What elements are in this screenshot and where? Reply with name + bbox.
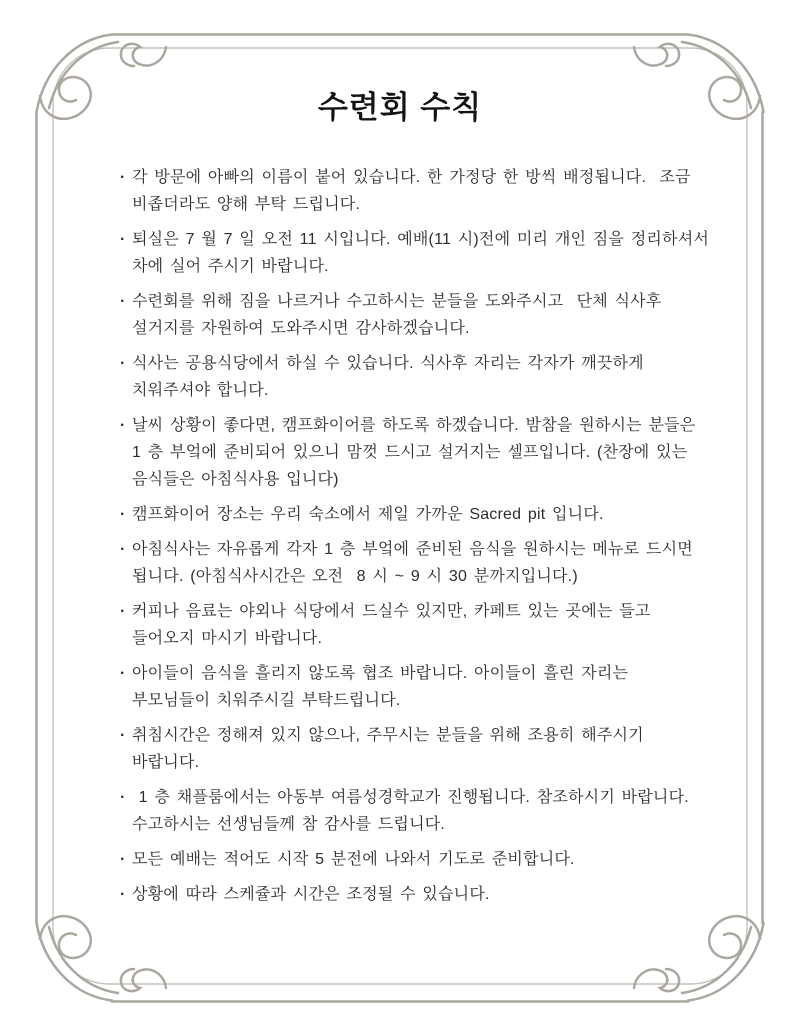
rule-text <box>132 598 710 652</box>
rule-text-line: 부모님들이 치워주시길 부탁드립니다. <box>132 692 401 709</box>
rule-text-line: 퇴실은 7 월 7 일 오전 11 시입니다. 예배(11 시)전에 미리 개인 짐을 정리하셔서 <box>132 231 710 248</box>
rule-text <box>132 881 710 908</box>
rule-text <box>132 412 710 493</box>
bullet-icon: · <box>120 506 126 523</box>
bullet-icon: · <box>120 417 126 434</box>
rule-text-line: 1 층 채플룸에서는 아동부 여름성경학교가 진행됩니다. 참조하시기 바랍니다. <box>132 789 689 806</box>
rule-text-line: 들어오지 마시기 바랍니다. <box>132 630 323 647</box>
rule-text-line: 취침시간은 정해져 있지 않으나, 주무시는 분들을 위해 조용히 해주시기 <box>132 727 644 744</box>
rule-text-line: 설거지를 자원하여 도와주시면 감사하겠습니다. <box>132 320 470 337</box>
rule-text-line: 됩니다. (아침식사시간은 오전 8 시 ~ 9 시 30 분까지입니다.) <box>132 568 578 585</box>
rule-text <box>132 501 710 528</box>
rule-text-line: 아이들이 음식을 흘리지 않도록 협조 바랍니다. 아이들이 흘린 자리는 <box>132 665 629 682</box>
rule-text <box>132 288 710 342</box>
rule-item <box>120 164 710 218</box>
bullet-icon: · <box>120 293 126 310</box>
rule-text-line: 음식들은 아침식사용 입니다) <box>132 471 339 488</box>
rule-text-line: 차에 실어 주시기 바랍니다. <box>132 258 329 275</box>
rule-text <box>132 722 710 776</box>
rule-item <box>120 881 710 908</box>
rule-item <box>120 536 710 590</box>
rule-text-line: 날씨 상황이 좋다면, 캠프화이어를 하도록 하겠습니다. 밤참을 원하시는 분들은 <box>132 417 696 434</box>
bullet-icon: · <box>120 727 126 744</box>
rule-item <box>120 288 710 342</box>
corner-flourish-bottom-left <box>37 916 167 1000</box>
rule-text-line: 수고하시는 선생님들께 참 감사를 드립니다. <box>132 816 446 833</box>
rule-item <box>120 846 710 873</box>
rule-item <box>120 226 710 280</box>
bullet-icon: · <box>120 355 126 372</box>
rule-text <box>132 660 710 714</box>
rule-text <box>132 164 710 218</box>
rule-text-line: 치워주셔야 합니다. <box>132 382 269 399</box>
rule-text <box>132 784 710 838</box>
rule-item <box>120 412 710 493</box>
bullet-icon: · <box>120 665 126 682</box>
bullet-icon: · <box>120 169 126 186</box>
rule-text-line: 아침식사는 자유롭게 각자 1 층 부엌에 준비된 음식을 원하시는 메뉴로 드시면 <box>132 541 693 558</box>
rule-text-line: 비좁더라도 양해 부탁 드립니다. <box>132 196 361 213</box>
rule-text-line: 1 층 부엌에 준비되어 있으니 맘껏 드시고 설거지는 셀프입니다. (찬장에 있는 <box>132 444 688 461</box>
rule-text-line: 각 방문에 아빠의 이름이 붙어 있습니다. 한 가정당 한 방씩 배정됩니다. 조금 <box>132 169 691 186</box>
rule-text <box>132 846 710 873</box>
bullet-icon: · <box>120 603 126 620</box>
bullet-icon: · <box>120 886 126 903</box>
rule-item <box>120 784 710 838</box>
rule-text-line: 수련회를 위해 짐을 나르거나 수고하시는 분들을 도와주시고 단체 식사후 <box>132 293 662 310</box>
rule-text-line: 상황에 따라 스케쥴과 시간은 조정될 수 있습니다. <box>132 886 490 903</box>
rule-item <box>120 660 710 714</box>
page-title: 수련회 수칙 <box>317 90 483 125</box>
rule-text <box>132 536 710 590</box>
rule-text-line: 모든 예배는 적어도 시작 5 분전에 나와서 기도로 준비합니다. <box>132 851 575 868</box>
bullet-icon: · <box>120 541 126 558</box>
rule-text-line: 바랍니다. <box>132 754 200 771</box>
rule-item <box>120 501 710 528</box>
rules-list <box>120 164 710 916</box>
bullet-icon: · <box>120 851 126 868</box>
rule-text-line: 식사는 공용식당에서 하실 수 있습니다. 식사후 자리는 각자가 깨끗하게 <box>132 355 644 372</box>
rule-text-line: 캠프화이어 장소는 우리 숙소에서 제일 가까운 Sacred pit 입니다. <box>132 506 604 523</box>
rule-text-line: 커피나 음료는 야외나 식당에서 드실수 있지만, 카페트 있는 곳에는 들고 <box>132 603 651 620</box>
rule-text <box>132 226 710 280</box>
rule-item <box>120 722 710 776</box>
rule-item <box>120 598 710 652</box>
bullet-icon: · <box>120 789 126 806</box>
rule-item <box>120 350 710 404</box>
bullet-icon: · <box>120 231 126 248</box>
rule-text <box>132 350 710 404</box>
corner-flourish-bottom-right <box>634 916 764 1000</box>
